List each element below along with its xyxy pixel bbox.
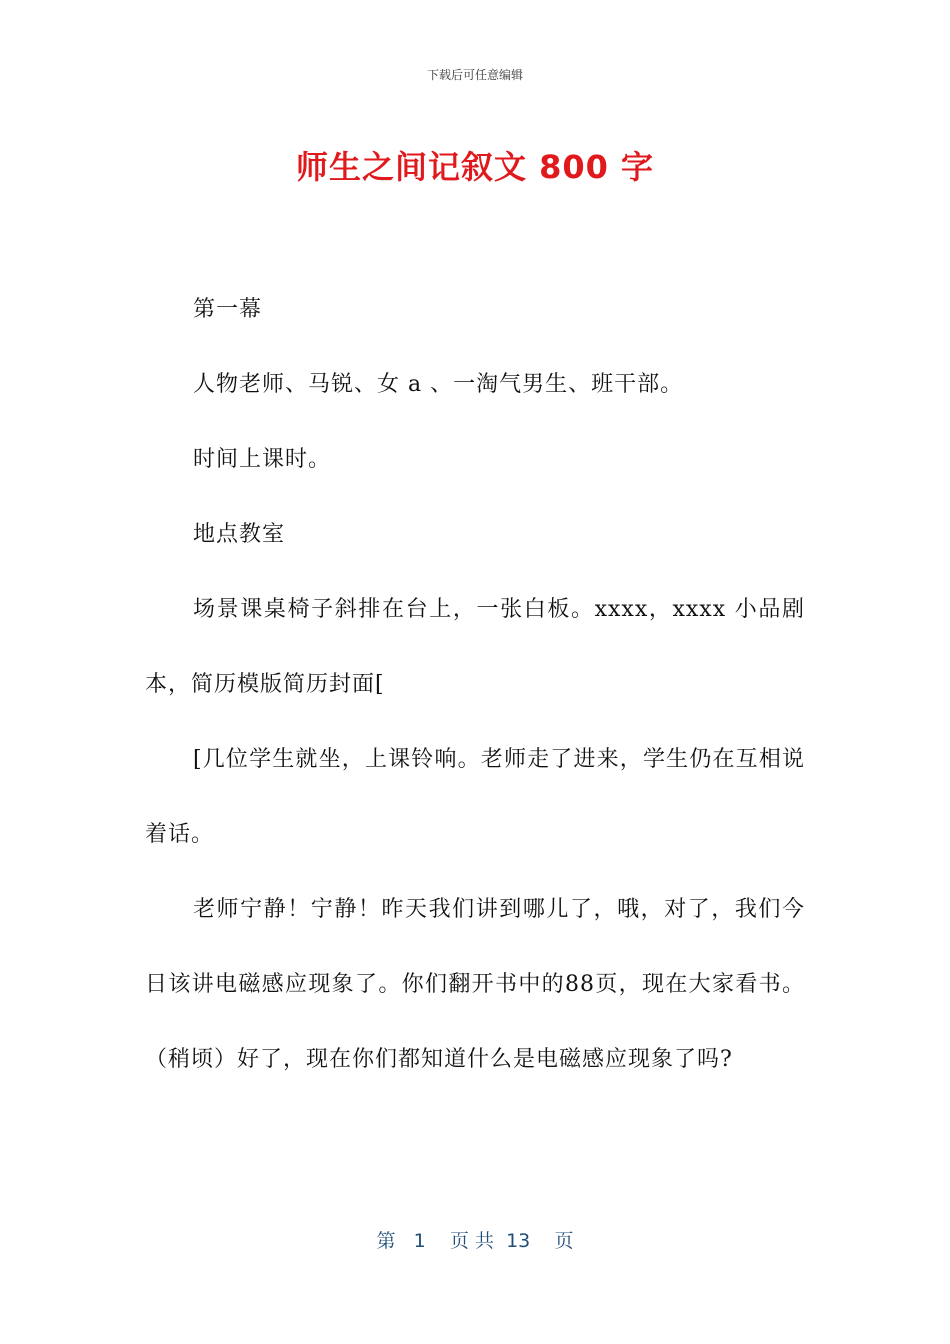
- footer-prefix: 第: [376, 1230, 396, 1252]
- document-title: 师生之间记叙文 800 字: [295, 148, 655, 186]
- paragraph: 老师宁静！宁静！昨天我们讲到哪儿了，哦，对了，我们今日该讲电磁感应现象了。你们翻开书中的88页，现在大家看书。（稍顷）好了，现在你们都知道什么是电磁感应现象了吗?: [145, 897, 805, 1072]
- paragraph: 人物老师、马锐、女 a 、一淘气男生、班干部。: [193, 372, 684, 397]
- page-footer: [0, 1226, 950, 1253]
- paragraph: 第一幕: [193, 297, 263, 322]
- total-pages-number: 13: [506, 1230, 531, 1252]
- paragraph: 时间上课时。: [193, 447, 332, 472]
- paragraph: 场景课桌椅子斜排在台上，一张白板。xxxx，xxxx 小品剧本，简历模版简历封面[: [145, 597, 805, 697]
- header-note: 下载后可任意编辑: [426, 68, 523, 82]
- current-page-number: 1: [413, 1230, 426, 1252]
- paragraph: [几位学生就坐，上课铃响。老师走了进来，学生仍在互相说着话。: [145, 747, 805, 847]
- paragraph: 地点教室: [193, 522, 286, 547]
- footer-suffix: 页: [554, 1230, 574, 1252]
- footer-middle: 页 共: [449, 1230, 494, 1252]
- document-body: [145, 272, 805, 1097]
